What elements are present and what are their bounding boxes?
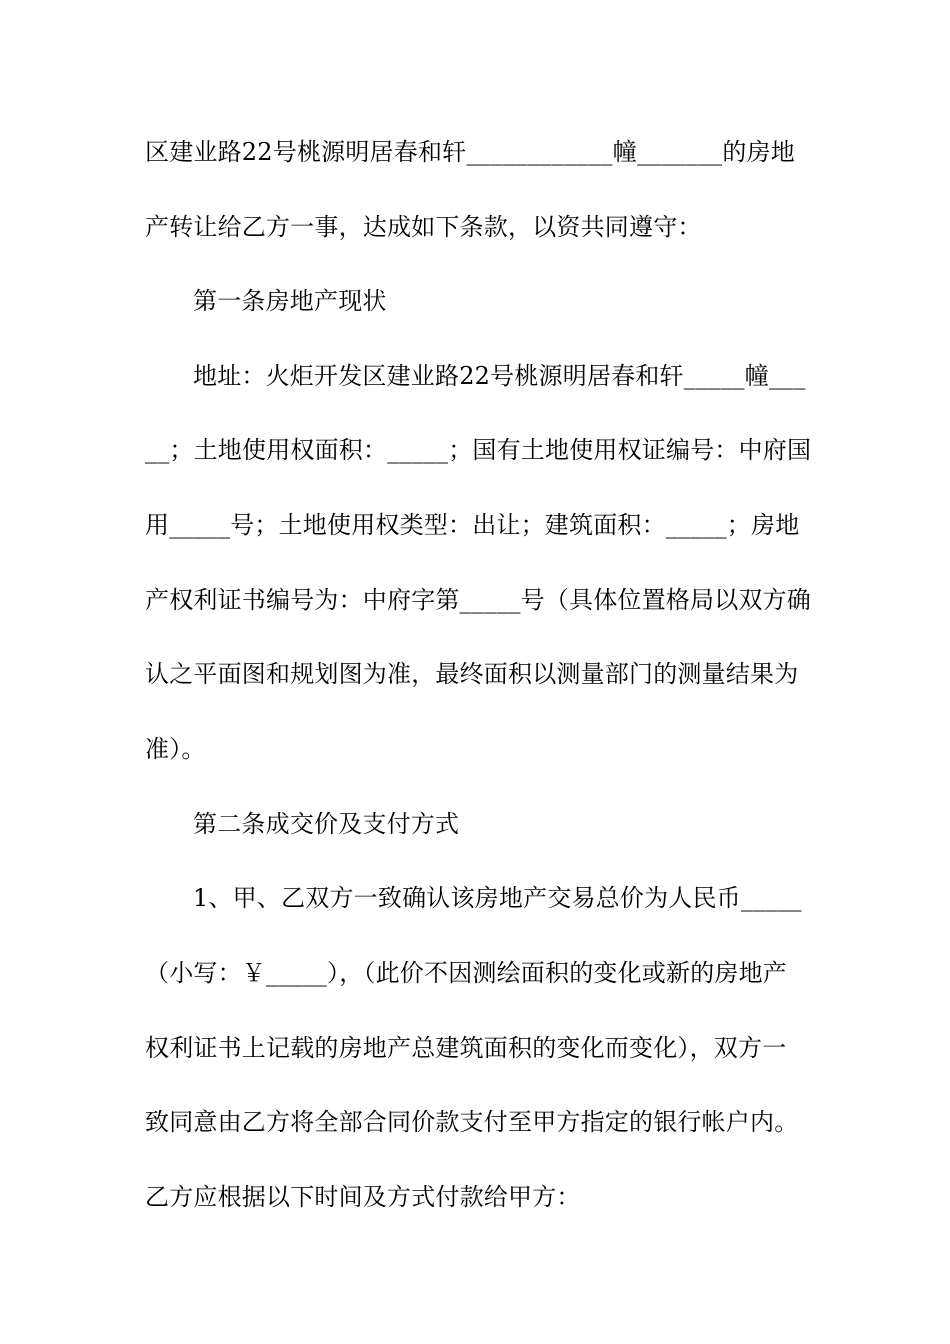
text-line-8: 认之平面图和规划图为准，最终面积以测量部门的测量结果为 [145,660,799,688]
text-line-12: （小写：￥_____），（此价不因测绘面积的变化或新的房地产 [145,959,787,987]
section-heading-2: 第二条成交价及支付方式 [193,810,460,838]
text-line-14: 致同意由乙方将全部合同价款支付至甲方指定的银行帐户内。 [145,1108,799,1136]
text-line-5: __；土地使用权面积：_____；国有土地使用权证编号：中府国 [145,436,812,464]
text-line-2: 产转让给乙方一事，达成如下条款，以资共同遵守： [145,213,702,241]
section-heading-1: 第一条房地产现状 [193,287,387,315]
text-line-6: 用_____号；土地使用权类型：出让；建筑面积：_____；房地 [145,511,800,539]
text-line-price: 1、甲、乙双方一致确认该房地产交易总价为人民币_____ [193,884,802,912]
text-line-15: 乙方应根据以下时间及方式付款给甲方： [145,1183,581,1211]
text-line-9: 准）。 [145,735,206,763]
text-line-address: 地址：火炬开发区建业路22号桃源明居春和轩_____幢___ [193,362,806,390]
text-line-7: 产权利证书编号为：中府字第_____号（具体位置格局以双方确 [145,586,811,614]
text-line-1: 区建业路22号桃源明居春和轩____________幢_______的房地 [145,138,795,166]
text-line-13: 权利证书上记载的房地产总建筑面积的变化而变化），双方一 [145,1034,787,1062]
